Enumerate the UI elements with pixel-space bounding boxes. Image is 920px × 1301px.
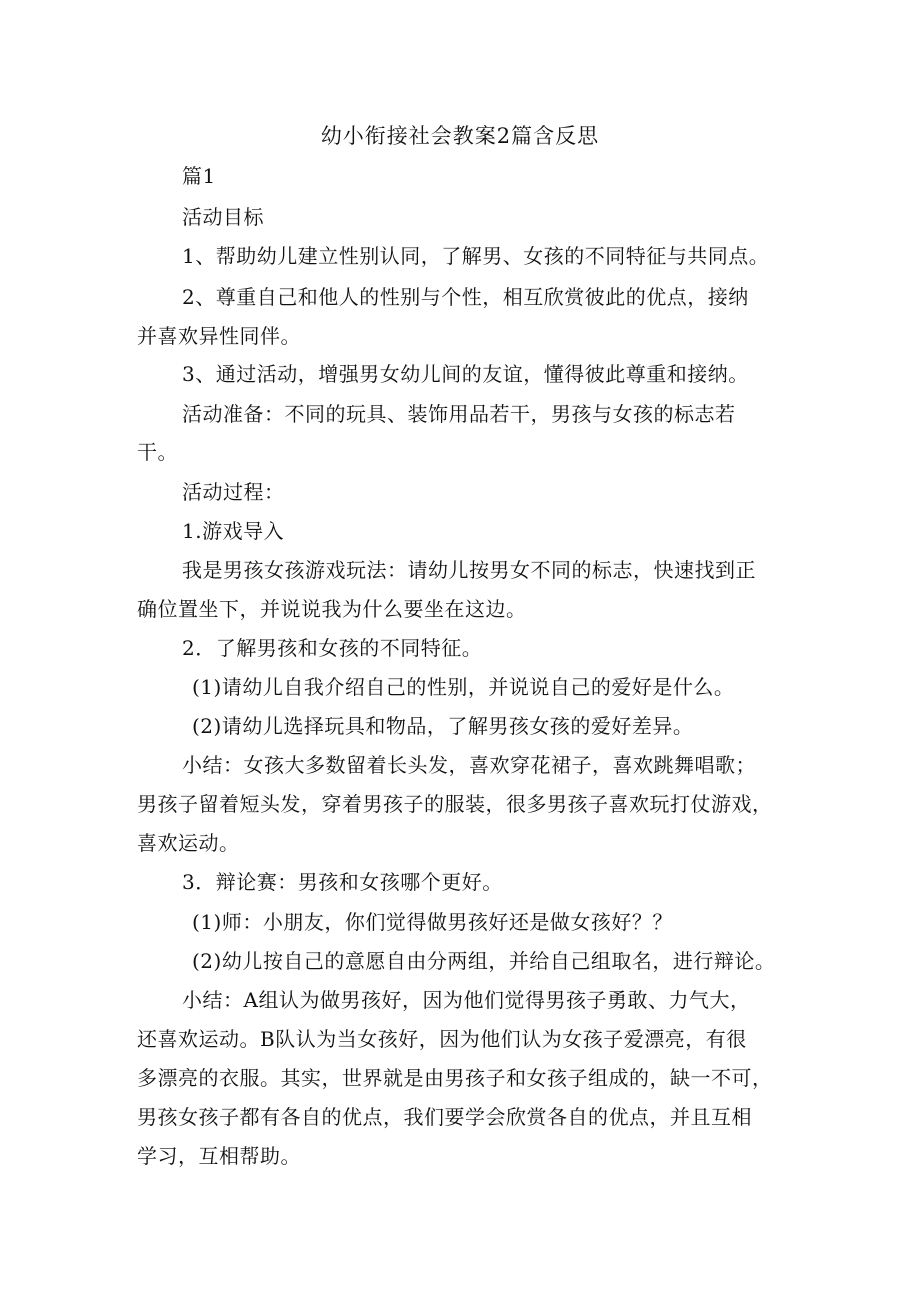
paragraph-line: 小结：A组认为做男孩好，因为他们觉得男孩子勇敢、力气大， (182, 988, 751, 1012)
paragraph-line: (1)请幼儿自我介绍自己的性别，并说说自己的爱好是什么。 (192, 675, 735, 699)
paragraph-line: 1.游戏导入 (182, 519, 285, 543)
paragraph-line: 3．辩论赛：男孩和女孩哪个更好。 (182, 870, 503, 894)
paragraph-line: 并喜欢异性同伴。 (137, 324, 301, 348)
paragraph-line: 2、尊重自己和他人的性别与个性，相互欣赏彼此的优点，接纳 (182, 285, 749, 309)
paragraph-line: 还喜欢运动。B队认为当女孩好，因为他们认为女孩子爱漂亮，有很 (137, 1027, 747, 1051)
paragraph-line: 学习，互相帮助。 (137, 1144, 301, 1168)
paragraph-line: 我是男孩女孩游戏玩法：请幼儿按男女不同的标志，快速找到正 (182, 558, 756, 582)
paragraph-line: 活动过程： (182, 480, 285, 504)
paragraph-line: (2)幼儿按自己的意愿自由分两组，并给自己组取名，进行辩论。 (192, 949, 776, 973)
paragraph-line: 1、帮助幼儿建立性别认同，了解男、女孩的不同特征与共同点。 (182, 244, 770, 268)
paragraph-line: 2．了解男孩和女孩的不同特征。 (182, 636, 483, 660)
document-title: 幼小衔接社会教案2篇含反思 (320, 124, 600, 148)
paragraph-line: 喜欢运动。 (137, 831, 240, 855)
paragraph-line: 小结：女孩大多数留着长头发，喜欢穿花裙子，喜欢跳舞唱歌； (182, 753, 756, 777)
paragraph-line: 确位置坐下，并说说我为什么要坐在这边。 (137, 597, 527, 621)
paragraph-line: 男孩子留着短头发，穿着男孩子的服装，很多男孩子喜欢玩打仗游戏， (137, 792, 773, 816)
paragraph-line: 男孩女孩子都有各自的优点，我们要学会欣赏各自的优点，并且互相 (137, 1105, 752, 1129)
paragraph-line: (1)师：小朋友，你们觉得做男孩好还是做女孩好？？ (192, 910, 673, 934)
section-heading: 篇1 (182, 164, 216, 188)
paragraph-line: 3、通过活动，增强男女幼儿间的友谊，懂得彼此尊重和接纳。 (182, 362, 749, 386)
paragraph-line: 活动准备：不同的玩具、装饰用品若干，男孩与女孩的标志若 (182, 402, 736, 426)
paragraph-line: 活动目标 (182, 205, 264, 229)
paragraph-line: 多漂亮的衣服。其实，世界就是由男孩子和女孩子组成的，缺一不可， (137, 1066, 773, 1090)
paragraph-line: 干。 (137, 440, 178, 464)
paragraph-line: (2)请幼儿选择玩具和物品，了解男孩女孩的爱好差异。 (192, 714, 694, 738)
